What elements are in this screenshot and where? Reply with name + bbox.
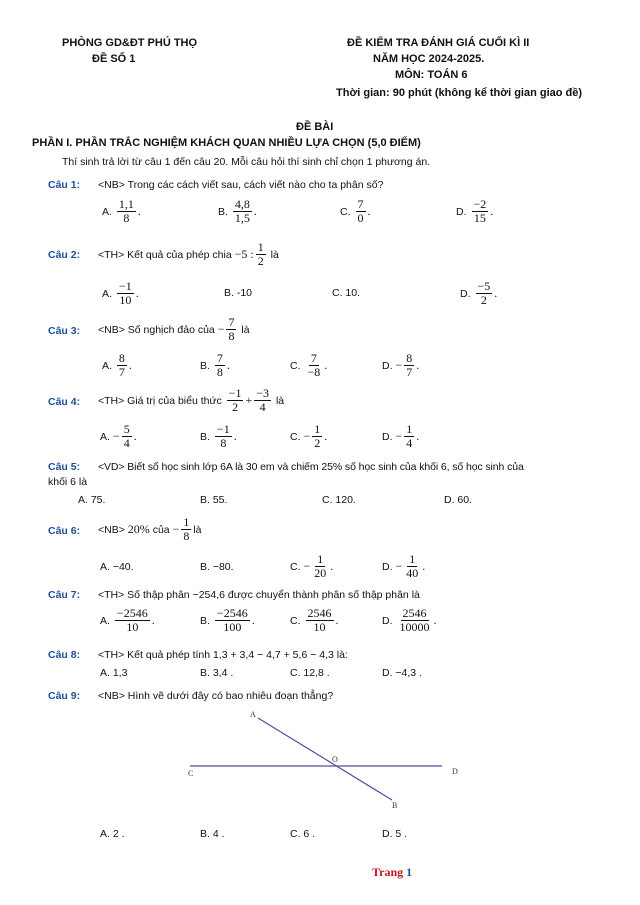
header-subject: MÔN: TOÁN 6 [395, 69, 468, 81]
q5-option-b[interactable]: B. 55. [200, 494, 228, 506]
q2-label: Câu 2: [48, 249, 81, 261]
q1-option-a[interactable]: A. $\frac{1,1}{8}$ . [102, 197, 141, 225]
q9-option-c[interactable]: C. 6 . [290, 828, 316, 840]
q2-option-d[interactable]: D. $\frac{-5}{2}$ . [460, 279, 498, 307]
q2-option-b[interactable]: B. -10 [224, 287, 253, 299]
q7-label: Câu 7: [48, 589, 81, 601]
q5-option-c[interactable]: C. 120. [322, 494, 356, 506]
q2-text: <TH> Kết quả của phép chia −5 : $\frac{1}{2}$ là [98, 240, 279, 268]
q9-geometry-figure [180, 708, 480, 818]
q9-option-b[interactable]: B. 4 . [200, 828, 225, 840]
q6-option-a[interactable]: A. −40. [100, 561, 134, 573]
part1-instruction: Thí sinh trả lời từ câu 1 đến câu 20. Mỗi câu hỏi thí sinh chỉ chọn 1 phương án. [62, 156, 431, 168]
page-footer [372, 865, 412, 880]
q8-label: Câu 8: [48, 649, 81, 661]
q1-option-d[interactable]: D. $\frac{-2}{15}$ . [456, 197, 494, 225]
header-year: NĂM HỌC 2024-2025. [373, 53, 485, 65]
q3-text: <NB> Số nghịch đảo của − $\frac{7}{8}$ là [98, 315, 250, 343]
q4-label: Câu 4: [48, 396, 81, 408]
point-c-label: C [188, 769, 194, 778]
q5-text-line2: khối 6 là [48, 476, 88, 488]
q7-option-c[interactable]: C. $\frac{2546}{10}$ . [290, 606, 339, 634]
q1-option-b[interactable]: B. $\frac{4,8}{1,5}$ . [218, 197, 257, 225]
q3-option-a[interactable]: A. $\frac{8}{7}$ . [102, 351, 132, 379]
q1-label: Câu 1: [48, 179, 81, 191]
page-title: ĐỀ BÀI [296, 121, 334, 133]
q6-option-c[interactable]: C. − $\frac{1}{20}$ . [290, 552, 334, 580]
q6-label: Câu 6: [48, 525, 81, 537]
q3-option-d[interactable]: D. − $\frac{8}{7}$ . [382, 351, 420, 379]
q4-option-a[interactable]: A. − $\frac{5}{4}$ . [100, 422, 137, 450]
q9-label: Câu 9: [48, 690, 81, 702]
header-time: Thời gian: 90 phút (không kể thời gian giao đề) [336, 87, 583, 99]
q4-text: <TH> Giá trị của biểu thức $\frac{-1}{2}$ + $\frac{-3}{4}$ là [98, 386, 285, 414]
q5-label: Câu 5: [48, 461, 81, 473]
q7-option-d[interactable]: D. $\frac{2546}{10000}$ . [382, 606, 437, 634]
q6-option-d[interactable]: D. − $\frac{1}{40}$ . [382, 552, 426, 580]
q8-text: <TH> Kết quả phép tính 1,3 + 3,4 − 4,7 + 5,6 − 4,3 là: [98, 649, 348, 661]
q8-option-c[interactable]: C. 12,8 . [290, 667, 330, 679]
q9-option-a[interactable]: A. 2 . [100, 828, 125, 840]
page-number: 1 [406, 865, 413, 879]
q8-option-a[interactable]: A. 1,3 [100, 667, 128, 679]
q4-option-d[interactable]: D. − $\frac{1}{4}$ . [382, 422, 420, 450]
q8-option-d[interactable]: D. −4,3 . [382, 667, 422, 679]
q2-option-c[interactable]: C. 10. [332, 287, 361, 299]
q4-option-b[interactable]: B. $\frac{-1}{8}$ . [200, 422, 237, 450]
q3-option-c[interactable]: C. $\frac{7}{-8}$ . [290, 351, 328, 379]
q7-option-a[interactable]: A. $\frac{-2546}{10}$ . [100, 606, 155, 634]
header-exam-title: ĐỀ KIỂM TRA ĐÁNH GIÁ CUỐI KÌ II [347, 37, 530, 49]
q1-option-c[interactable]: C. $\frac{7}{0}$ . [340, 197, 371, 225]
q3-label: Câu 3: [48, 325, 81, 337]
q6-option-b[interactable]: B. −80. [200, 561, 234, 573]
q9-text: <NB> Hình vẽ dưới đây có bao nhiêu đoạn thẳng? [98, 690, 334, 702]
part1-heading: PHẦN I. PHẦN TRẮC NGHIỆM KHÁCH QUAN NHIỀU LỰA CHỌN (5,0 ĐIỂM) [32, 137, 421, 149]
header-dept: PHÒNG GD&ĐT PHÚ THỌ [62, 37, 198, 49]
q1-text: <NB> Trong các cách viết sau, cách viết nào cho ta phân số? [98, 179, 384, 191]
line-ab [258, 718, 392, 800]
point-d-label: D [452, 767, 458, 776]
point-a-label: A [250, 710, 256, 719]
q7-option-b[interactable]: B. $\frac{-2546}{100}$ . [200, 606, 255, 634]
q2-option-a[interactable]: A. $\frac{-1}{10}$ . [102, 279, 139, 307]
header-code: ĐỀ SỐ 1 [92, 53, 136, 65]
q3-option-b[interactable]: B. $\frac{7}{8}$ . [200, 351, 230, 379]
q4-option-c[interactable]: C. − $\frac{1}{2}$ . [290, 422, 328, 450]
point-b-label: B [392, 801, 398, 810]
point-o-label: O [332, 755, 338, 764]
q7-text: <TH> Số thập phân −254,6 được chuyển thành phân số thập phân là [98, 589, 420, 601]
q8-option-b[interactable]: B. 3,4 . [200, 667, 234, 679]
q5-text-line1: <VD> Biết số học sinh lớp 6A là 30 em và chiếm 25% số học sinh của khối 6, số học sinh của [98, 461, 524, 473]
page-label: Trang [372, 865, 404, 879]
q5-option-d[interactable]: D. 60. [444, 494, 473, 506]
q5-option-a[interactable]: A. 75. [78, 494, 106, 506]
q6-text: <NB> 20% của − $\frac{1}{8}$ là [98, 515, 202, 543]
q9-option-d[interactable]: D. 5 . [382, 828, 408, 840]
